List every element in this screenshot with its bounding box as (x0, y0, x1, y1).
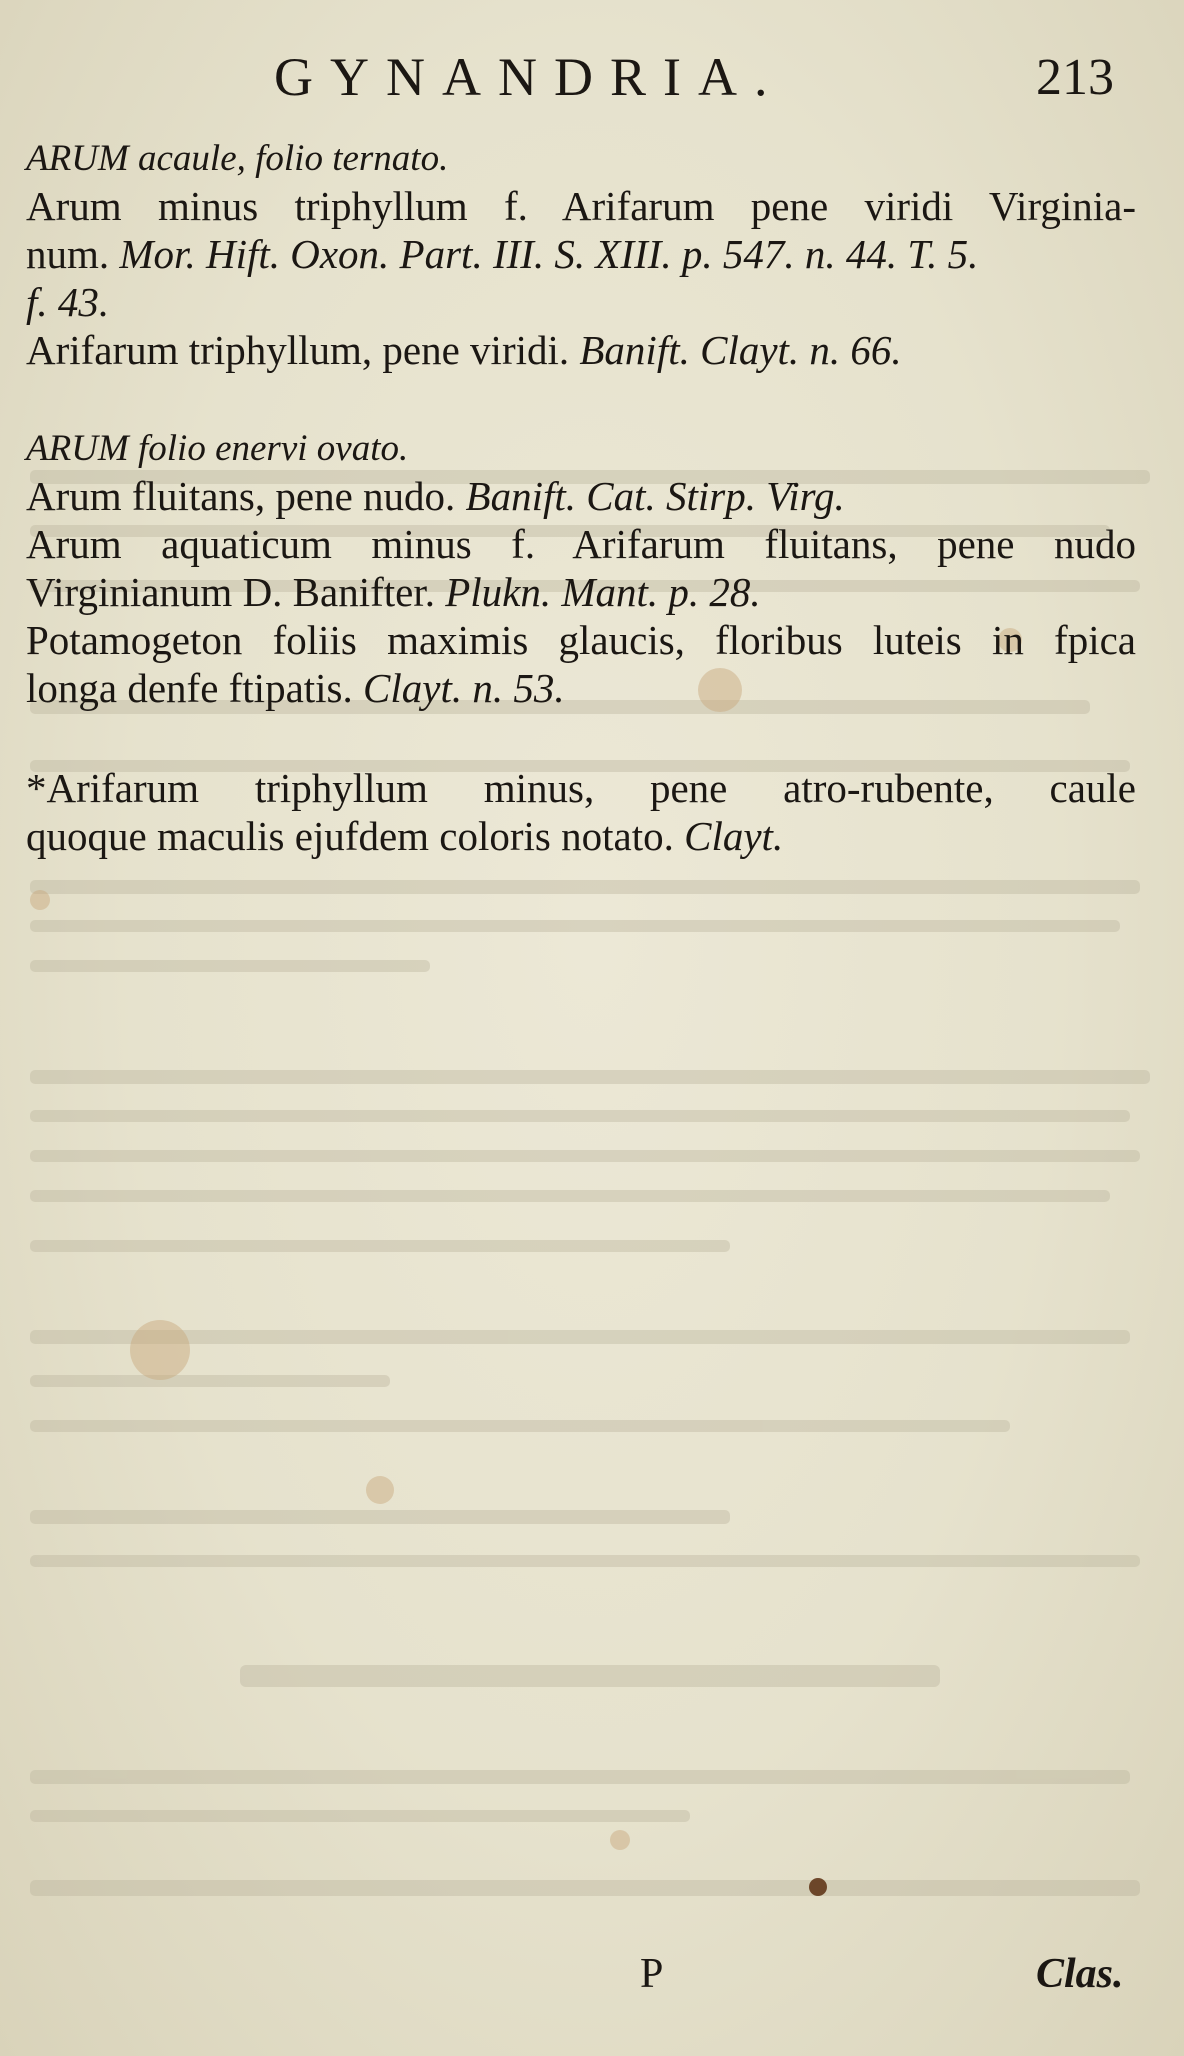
running-head: GYNANDRIA. (274, 47, 785, 107)
spacer (26, 712, 1136, 764)
citation: Plukn. Mant. p. 28. (445, 569, 761, 615)
entry-line-text: Virginianum D. Banifter. (26, 569, 446, 615)
entry-line (26, 326, 1136, 374)
entry-line-text: num. (26, 231, 120, 277)
citation: Banift. Clayt. n. 66. (579, 327, 902, 373)
entry-line-text: *Arifarum triphyllum minus, pene atro-rubente, caule (26, 765, 1136, 811)
page-header (0, 38, 1184, 118)
entry-arisarum (26, 764, 1136, 860)
entry-line (26, 278, 1136, 326)
entry-arum-acaule (26, 136, 1136, 374)
entry-line (26, 182, 1136, 230)
entry-line (26, 616, 1136, 664)
page-footer (0, 1950, 1184, 2020)
entry-line (26, 664, 1136, 712)
citation: Clayt. n. 53. (363, 665, 565, 711)
entry-line-text: Arum aquaticum minus f. Arifarum fluitans, pene nudo (26, 521, 1136, 567)
entry-arum-folio-enervi (26, 426, 1136, 712)
entry-line (26, 472, 1136, 520)
entry-line-text: Arifarum triphyllum, pene viridi. (26, 327, 580, 373)
page-number: 213 (1036, 49, 1114, 106)
entry-line-text: Potamogeton foliis maximis glaucis, floribus luteis in fpica (26, 617, 1136, 663)
citation: Mor. Hift. Oxon. Part. III. S. XIII. p. 547. n. 44. T. 5. (119, 231, 979, 277)
entry-line-text: quoque maculis ejufdem coloris notato. (26, 813, 685, 859)
entry-heading: ARUM folio enervi ovato. (26, 428, 409, 469)
entries-block (26, 136, 1136, 860)
spacer (26, 374, 1136, 426)
entry-line (26, 764, 1136, 812)
entry-line (26, 812, 1136, 860)
citation: Banift. Cat. Stirp. Virg. (465, 473, 845, 519)
entry-line-text: Arum fluitans, pene nudo. (26, 473, 466, 519)
entry-line-text: Arum minus triphyllum f. Arifarum pene viridi Virginia- (26, 183, 1136, 229)
entry-line (26, 230, 1136, 278)
entry-line (26, 520, 1136, 568)
catchword: Clas. (1036, 1951, 1124, 1997)
entry-line-text: longa denfe ftipatis. (26, 665, 364, 711)
entry-heading: ARUM acaule, folio ternato. (26, 138, 449, 179)
citation: Clayt. (684, 813, 784, 859)
citation: f. 43. (26, 279, 110, 325)
entry-line (26, 568, 1136, 616)
signature-mark: P (640, 1951, 664, 1997)
